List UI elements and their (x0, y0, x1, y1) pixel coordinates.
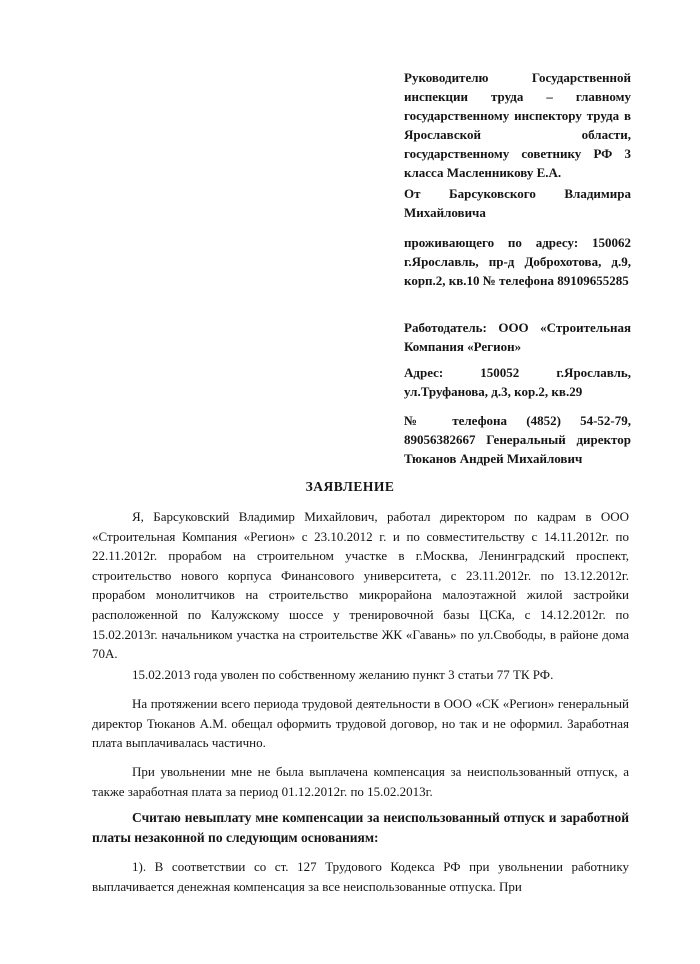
body-paragraph-dismissal: 15.02.2013 года уволен по собственному желанию пункт 3 статьи 77 ТК РФ. (132, 667, 554, 682)
recipient-block: Руководителю Государственной инспекции труда – главному государственному инспектору труда в Ярославской области, государственному советнику РФ 3 класса Масленникову Е.А. (404, 70, 631, 180)
residence-block: проживающего по адресу: 150062 г.Ярославль, пр-д Доброхотова, д.9, корп.2, кв.10 № телефона 89109655285 (404, 235, 631, 288)
body-paragraph-employment: Я, Барсуковский Владимир Михайлович, работал директором по кадрам в ООО «Строительная Компания «Регион» с 23.10.2012 г. и по совместительству с 14.11.2012г. по 22.11.2012г. прорабом на строительном участке в г.Москва, Ленинградский проспект, строительство нового корпуса Финансового университета, с 23.11.2012г. по 13.12.2012г. прорабом монолитчиков на строительство микрорайона малоэтажной жилой застройки расположенной по Калужскому шоссе у тренировочной базы ЦСКа, с 14.12.2012г. по 15.02.2013г. начальником участка на строительстве ЖК «Гавань» по ул.Свободы, в районе дома 70А. (92, 509, 629, 662)
employer-block: Работодатель: ООО «Строительная Компания «Регион» (404, 320, 631, 354)
sender-block: От Барсуковского Владимира Михайловича (404, 186, 631, 220)
employer-address-block: Адрес: 150052 г.Ярославль, ул.Труфанова, д.3, кор.2, кв.29 (404, 365, 631, 399)
body-paragraph-grounds: 1). В соответствии со ст. 127 Трудового Кодекса РФ при увольнении работнику выплачивается денежная компенсация за все неиспользованные отпуска. При (92, 859, 629, 894)
employer-phone-block: № телефона (4852) 54-52-79, 89056382667 Генеральный директор Тюканов Андрей Михайлович (404, 413, 631, 466)
document-title: ЗАЯВЛЕНИЕ (305, 479, 395, 494)
body-paragraph-contract: На протяжении всего периода трудовой деятельности в ООО «СК «Регион» генеральный директор Тюканов А.М. обещал оформить трудовой договор, но так и не оформил. Заработная плата выплачивалась частично. (92, 696, 629, 751)
body-paragraph-claim: Считаю невыплату мне компенсации за неиспользованный отпуск и заработной платы незаконной по следующим основаниям: (92, 810, 629, 845)
body-paragraph-compensation: При увольнении мне не была выплачена компенсация за неиспользованный отпуск, а также заработная плата за период 01.12.2012г. по 15.02.2013г. (92, 764, 629, 799)
